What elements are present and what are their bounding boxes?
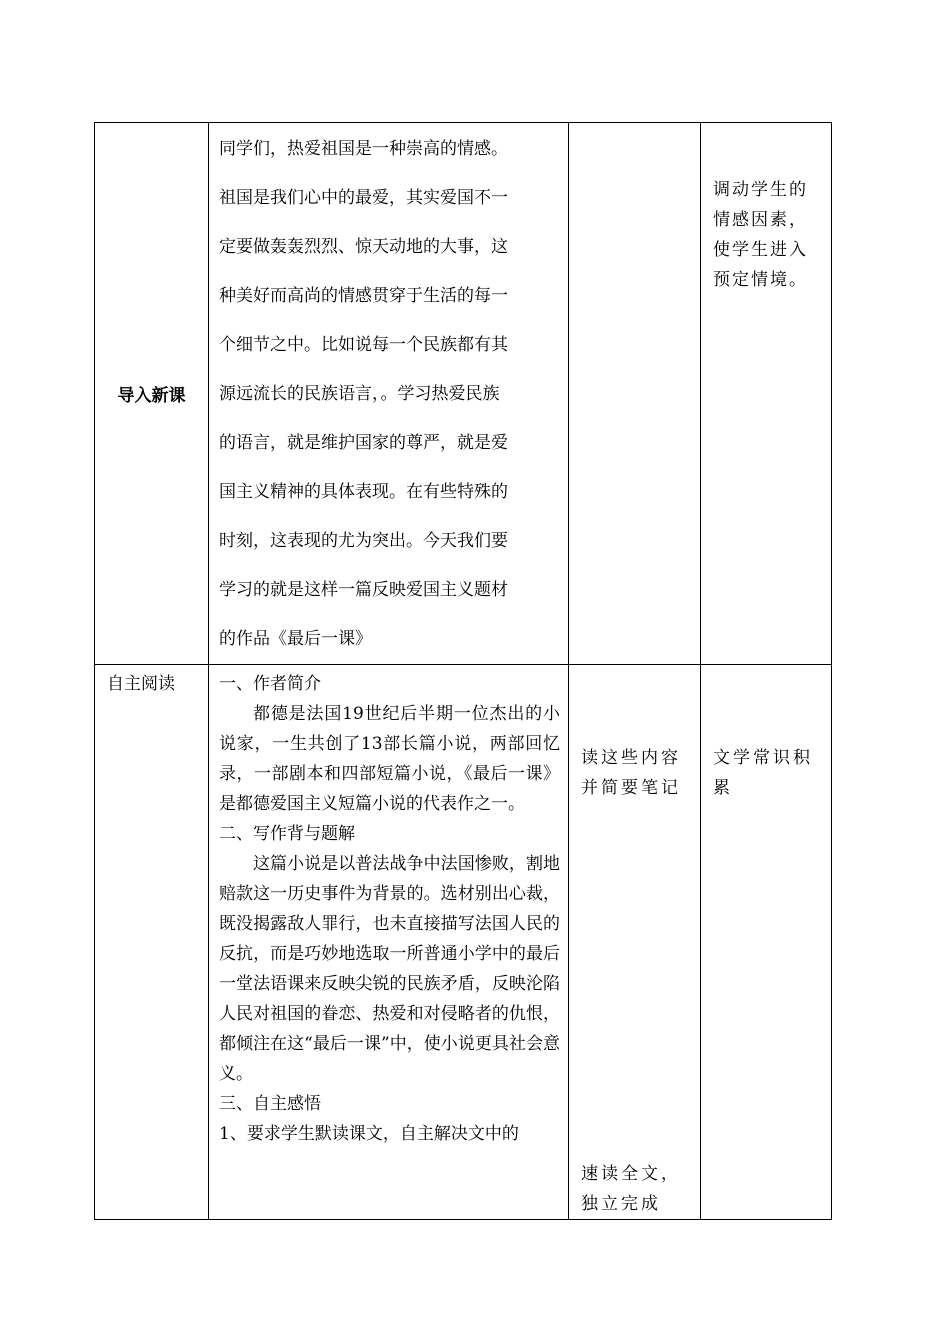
row-label-intro: 导入新课 [95,123,209,665]
student-activity-note: 速读全文，独立完成 [581,1164,681,1214]
student-activity-intro [569,123,701,665]
student-activity-reading [569,665,701,1220]
section-heading: 二、写作背与题解 [219,824,355,844]
section-heading: 三、自主感悟 [219,1094,321,1114]
student-activity-note: 读这些内容并简要笔记 [581,748,681,798]
reading-content [209,665,569,1220]
section-heading: 一、作者简介 [219,674,321,694]
intro-line: 国主义精神的具体表现。在有些特殊的 [219,482,508,502]
intro-line: 种美好而高尚的情感贯穿于生活的每一 [219,286,508,306]
intro-line: 时刻，这表现的尤为突出。今天我们要 [219,531,508,551]
intro-line: 源远流长的民族语言，。学习热爱民族 [219,384,500,404]
intro-line: 祖国是我们心中的最爱，其实爱国不一 [219,188,508,208]
table-row [95,123,832,665]
lesson-plan-table [94,122,832,1220]
section-paragraph: 这篇小说是以普法战争中法国惨败，割地赔款这一历史事件为背景的。选材别出心裁，既没揭露敌人罪行，也未直接描写法国人民的反抗，而是巧妙地选取一所普通小学中的最后一堂法语课来反映尖锐的民族矛盾，反映沦陷人民对祖国的眷恋、热爱和对侵略者的仇恨，都倾注在这“最后一课”中，使小说更具社会意义。 [219,854,560,1084]
intro-line: 个细节之中。比如说每一个民族都有其 [219,335,508,355]
intro-line: 的作品《最后一课》 [219,629,372,649]
section-paragraph: 1、要求学生默读课文，自主解决文中的 [219,1124,519,1144]
intro-line: 定要做轰轰烈烈、惊天动地的大事，这 [219,237,508,257]
table-row [95,665,832,1220]
intro-line: 同学们，热爱祖国是一种崇高的情感。 [219,139,508,159]
intro-line: 的语言，就是维护国家的尊严，就是爱 [219,433,508,453]
section-paragraph: 都德是法国19世纪后半期一位杰出的小说家，一生共创了13部长篇小说，两部回忆录，一部剧本和四部短篇小说，《最后一课》是都德爱国主义短篇小说的代表作之一。 [219,704,560,814]
intro-content [209,123,569,665]
row-label-reading: 自主阅读 [95,665,209,1220]
design-intent-reading: 文学常识积累 [701,665,832,1220]
design-intent-intro: 调动学生的情感因素，使学生进入预定情境。 [701,123,832,665]
intro-line: 学习的就是这样一篇反映爱国主义题材 [219,580,508,600]
